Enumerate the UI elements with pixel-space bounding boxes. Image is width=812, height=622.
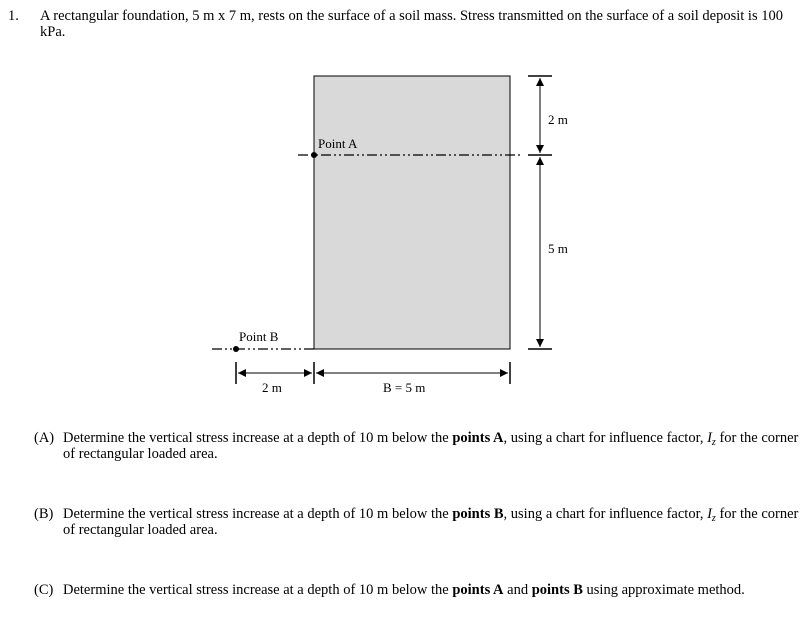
- point-a-marker: [311, 152, 317, 158]
- part-a-bold: points A: [452, 430, 504, 446]
- dim-offset-label: 2 m: [262, 380, 282, 395]
- part-c-bold-b: points B: [531, 582, 583, 598]
- part-c-bold-a: points A: [452, 582, 504, 598]
- part-b-text: Determine the vertical stress increase at a depth of 10 m below the points B, using a chart for influence factor, $I_z$ for the corner of rectangular loaded area.: [63, 506, 799, 538]
- dim-top-label: 2 m: [548, 112, 568, 127]
- dim-right-label: 5 m: [548, 241, 568, 256]
- question-number: 1.: [8, 8, 19, 24]
- influence-symbol: I: [707, 430, 712, 446]
- point-a-label: Point A: [318, 136, 358, 151]
- part-b-label: (B): [34, 506, 54, 522]
- part-a-label: (A): [34, 430, 55, 446]
- question-text: A rectangular foundation, 5 m x 7 m, rests on the surface of a soil mass. Stress transmitted on the surface of a soil deposit is 100 kPa.: [40, 8, 783, 40]
- dim-width-label: B = 5 m: [383, 380, 426, 395]
- part-c-label: (C): [34, 582, 54, 598]
- point-b-label: Point B: [239, 329, 279, 344]
- point-b-marker: [233, 346, 239, 352]
- influence-symbol: I: [707, 506, 712, 522]
- part-c-text: Determine the vertical stress increase at a depth of 10 m below the points A and points B using approximate method.: [63, 582, 745, 598]
- part-a-text: Determine the vertical stress increase at a depth of 10 m below the points A, using a chart for influence factor, $I_z$ for the corner of rectangular loaded area.: [63, 430, 799, 462]
- part-b-bold: points B: [452, 506, 504, 522]
- part-c: [34, 582, 804, 598]
- part-b: [34, 506, 804, 538]
- foundation-rectangle: [314, 76, 510, 349]
- part-a: [34, 430, 804, 462]
